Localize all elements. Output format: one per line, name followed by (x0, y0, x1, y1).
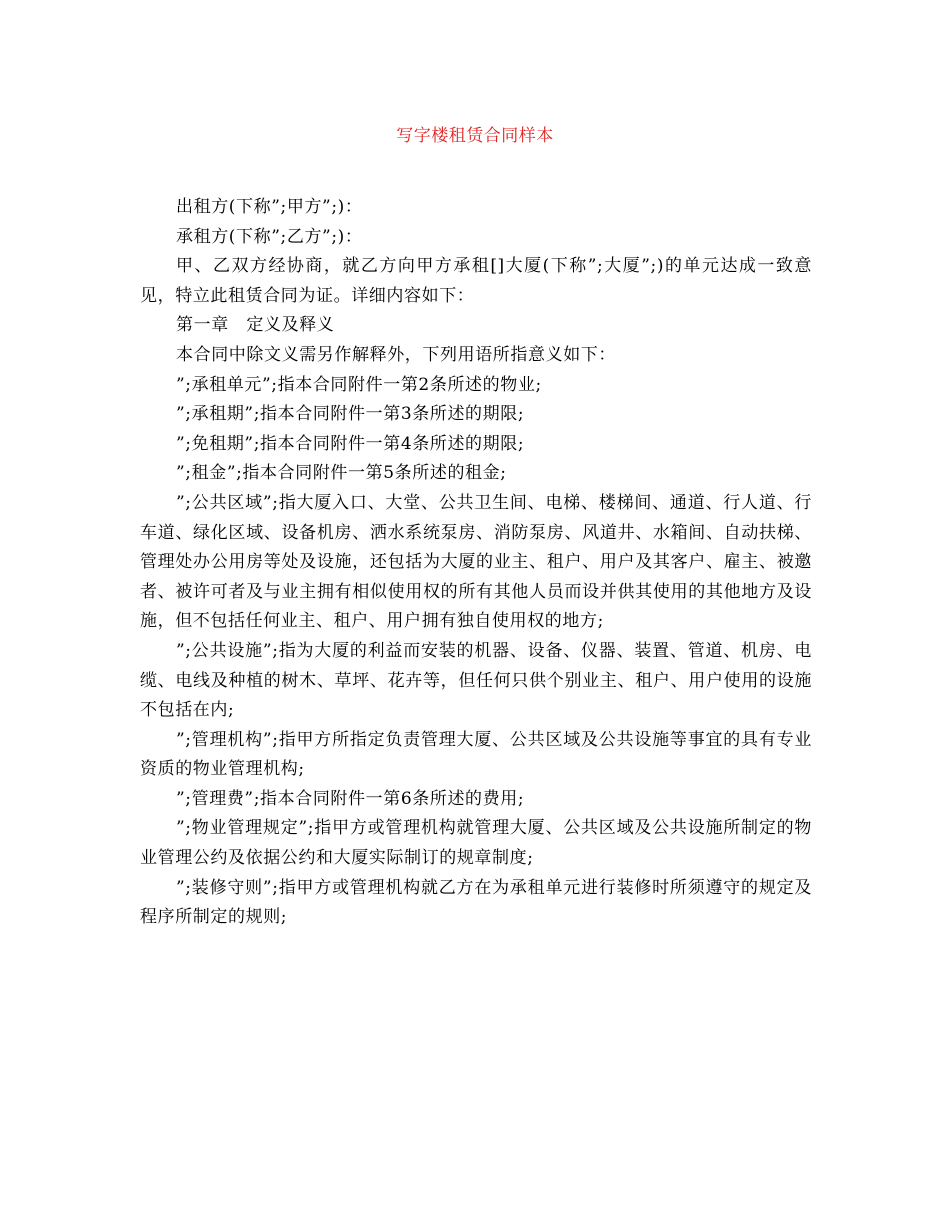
paragraph-preamble: 甲、乙双方经协商，就乙方向甲方承租[]大厦(下称”;大厦”;)的单元达成一致意见，特立此租赁合同为证。详细内容如下： (140, 256, 812, 306)
definition-renovation-rules: ”;装修守则”;指甲方或管理机构就乙方在为承租单元进行装修时所须遵守的规定及程序所制定的规则; (140, 877, 812, 928)
definition-public-facilities: ”;公共设施”;指为大厦的利益而安装的机器、设备、仪器、装置、管道、机房、电缆、电线及种植的树木、草坪、花卉等，但任何只供个别业主、租户、用户使用的设施不包括在内; (140, 640, 812, 721)
definition-leased-unit: ”;承租单元”;指本合同附件一第2条所述的物业; (176, 374, 542, 395)
paragraph-definitions-intro: 本合同中除文义需另作解释外，下列用语所指意义如下： (176, 344, 616, 365)
definition-rent: ”;租金”;指本合同附件一第5条所述的租金; (176, 463, 507, 484)
definition-management-fee: ”;管理费”;指本合同附件一第6条所述的费用; (176, 788, 525, 809)
paragraph-lessee: 承租方(下称”;乙方”;)： (176, 226, 363, 247)
definition-lease-term: ”;承租期”;指本合同附件一第3条所述的期限; (176, 404, 525, 425)
definition-management-agency: ”;管理机构”;指甲方所指定负责管理大厦、公共区域及公共设施等事宜的具有专业资质的物业管理机构; (140, 729, 812, 780)
definition-public-area: ”;公共区域”;指大厦入口、大堂、公共卫生间、电梯、楼梯间、通道、行人道、行车道、绿化区域、设备机房、洒水系统泵房、消防泵房、风道井、水箱间、自动扶梯、管理处办公用房等处及设施，还包括为大厦的业主、租户、用户及其客户、雇主、被邀者、被许可者及与业主拥有相似使用权的所有其他人员而设并供其使用的其他地方及设施，但不包括任何业主、租户、用户拥有独自使用权的地方; (140, 492, 812, 632)
paragraph-lessor: 出租方(下称”;甲方”;)： (176, 197, 363, 217)
chapter-heading: 第一章 定义及释义 (176, 315, 335, 336)
document-body (140, 193, 812, 933)
definition-property-rules: ”;物业管理规定”;指甲方或管理机构就管理大厦、公共区域及公共设施所制定的物业管理公约及依据公约和大厦实际制订的规章制度; (140, 818, 812, 869)
document-title: 写字楼租赁合同样本 (396, 126, 554, 146)
definition-rent-free-period: ”;免租期”;指本合同附件一第4条所述的期限; (176, 433, 525, 454)
